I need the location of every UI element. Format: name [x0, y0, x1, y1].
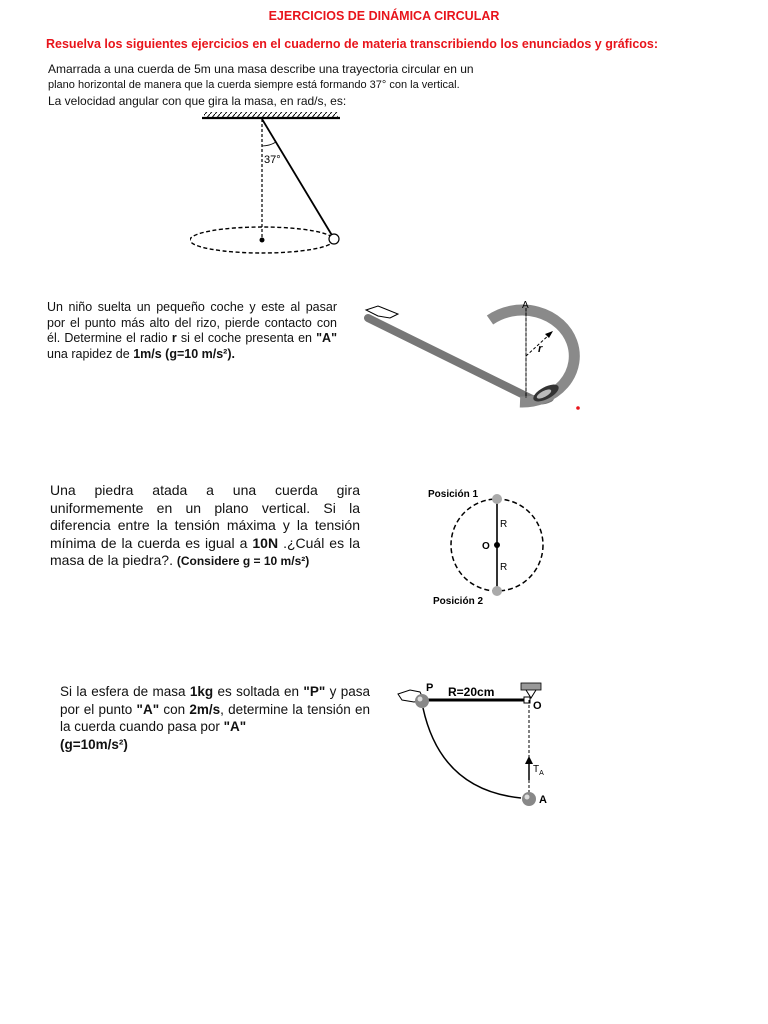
exercise-2-text: si el coche presenta en	[176, 331, 317, 345]
exercise-1-line-1: Amarrada a una cuerda de 5m una masa describe una trayectoria circular en un	[48, 62, 474, 76]
circle-center	[260, 238, 265, 243]
exercise-4-point-A: "A"	[223, 719, 247, 734]
exercise-3-text: Una piedra atada a una cuerda gira uniformemente en un plano vertical. Si la diferencia entre la tensión máxima y la tensión mínima de la cuerda es igual a	[50, 482, 360, 551]
exercise-3-text: .¿Cuál es la masa de la piedra?.	[50, 534, 360, 568]
exercise-2-text: una rapidez de	[47, 346, 134, 361]
pivot-support	[521, 683, 541, 690]
exercise-4-text: , determine la tensión en la cuerda cuando pasa por	[60, 701, 370, 734]
exercise-2-text: Un niño suelta un pequeño coche y este al pasar por el punto más alto del rizo, pierde contacto con él. Determine el radio	[47, 300, 337, 345]
stone-position-2	[492, 586, 502, 596]
radius-label-upper: R	[500, 519, 508, 530]
swing-path	[423, 708, 521, 798]
exercise-4-text: y pasa por el punto	[60, 684, 370, 717]
vertical-circle-figure	[425, 484, 575, 610]
loop-track-figure	[360, 298, 590, 418]
exercise-1-line-3: La velocidad angular con que gira la masa, en rad/s, es:	[48, 94, 347, 108]
exercise-3-statement	[50, 482, 360, 571]
exercise-4-text: con	[159, 701, 190, 717]
point-A-label: A	[522, 300, 529, 311]
stone-position-1	[492, 494, 502, 504]
point-P-label: P	[426, 682, 434, 694]
exercise-1-statement	[48, 61, 498, 109]
sphere-at-A	[522, 792, 536, 806]
pivot-label: O	[533, 700, 542, 712]
exercise-2-statement	[47, 300, 337, 362]
exercise-3-consider: (Considere g = 10 m/s²)	[176, 554, 310, 568]
sphere-at-P	[415, 694, 429, 708]
exercise-3-force: 10N	[252, 534, 279, 551]
center-point	[494, 542, 500, 548]
exercise-4-text: Si la esfera de masa	[60, 684, 190, 699]
exercise-4-point-A: "A"	[136, 701, 160, 717]
exercise-4-mass: 1kg	[189, 684, 214, 699]
point-A-label: A	[539, 794, 547, 806]
tension-label: $T_A$	[533, 764, 544, 777]
released-sphere-figure	[396, 680, 566, 810]
exercise-4-text: es soltada en	[213, 684, 304, 699]
exercise-2-gravity: (g=10 m/s²).	[161, 346, 235, 361]
exercise-1-line-2: plano horizontal de manera que la cuerda siempre está formando 37° con la vertical.	[48, 79, 460, 91]
radius-label: R=20cm	[448, 685, 495, 699]
center-label: O	[482, 541, 490, 552]
exercise-4-point-P: "P"	[303, 684, 326, 699]
exercise-4-statement	[60, 683, 370, 753]
position-1-label: Posición 1	[428, 489, 479, 500]
conical-pendulum-figure	[190, 108, 350, 268]
instructions: Resuelva los siguientes ejercicios en el cuaderno de materia transcribiendo los enunciados y gráficos:	[46, 37, 659, 51]
page-title: EJERCICIOS DE DINÁMICA CIRCULAR	[268, 9, 500, 23]
exercise-4-speed: 2m/s	[189, 701, 221, 717]
radius-label: r	[538, 343, 543, 355]
position-2-label: Posición 2	[433, 596, 484, 607]
mass	[329, 234, 339, 244]
angle-label: 37°	[264, 154, 281, 166]
exercise-2-r: r	[171, 331, 177, 345]
exercise-4-gravity: (g=10m/s²)	[60, 736, 128, 752]
ramp	[368, 318, 550, 401]
radius-label-lower: R	[500, 562, 508, 573]
string	[262, 119, 333, 237]
exercise-2-point-A: "A"	[316, 331, 337, 345]
exercise-2-speed: 1m/s	[133, 346, 162, 361]
